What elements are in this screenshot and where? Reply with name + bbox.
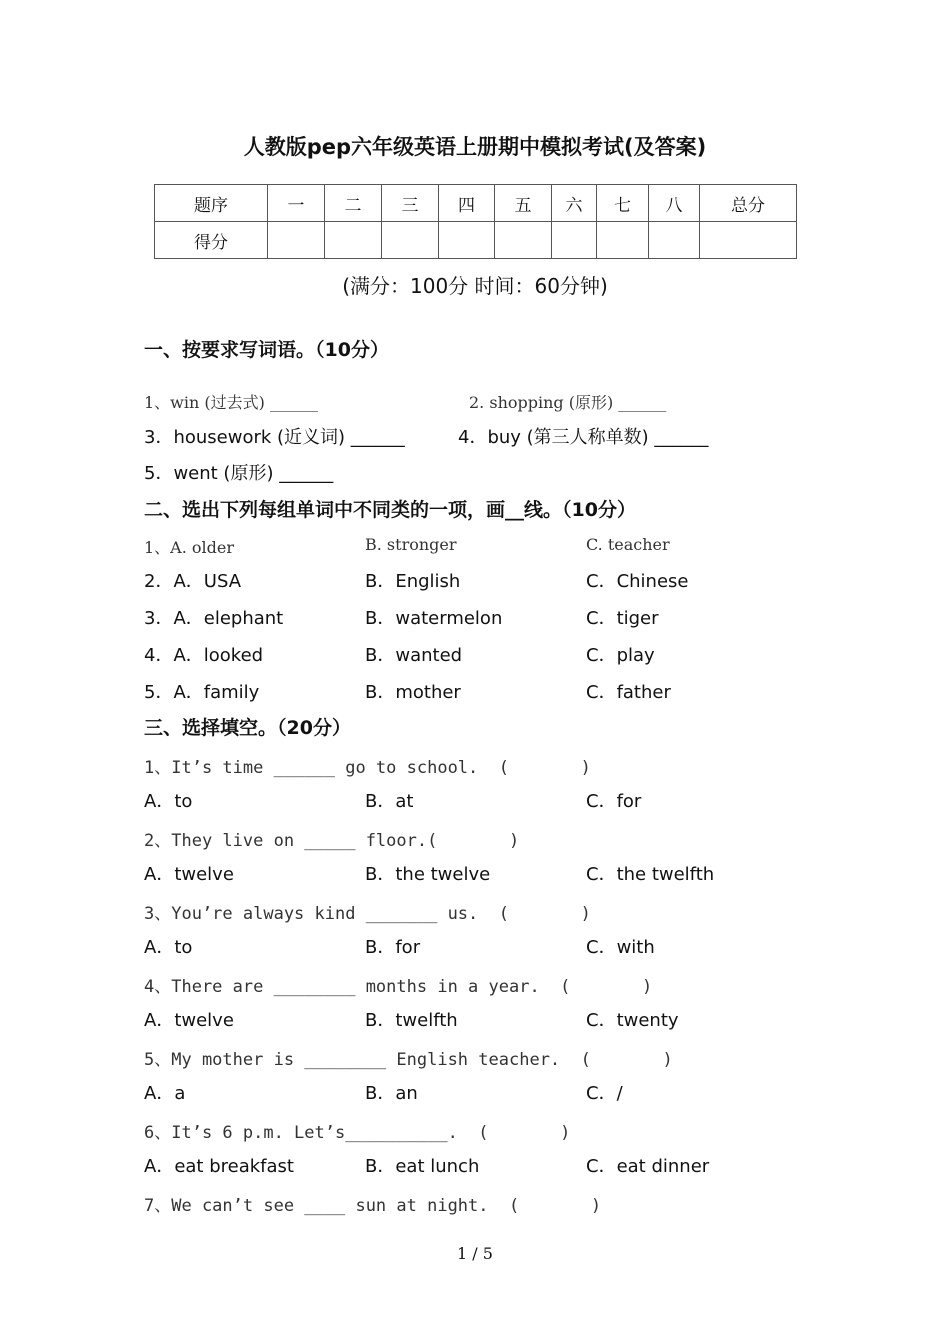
score-cell [597, 222, 649, 259]
section-1-item: 4．buy (第三人称单数) ______ [458, 427, 709, 448]
option-c: C．father [586, 682, 671, 703]
question-text: 1、It’s time ______ go to school. ( ) [144, 758, 591, 778]
option-a: 2．A．USA [144, 571, 242, 592]
option-a: 3．A．elephant [144, 608, 284, 629]
option-c: C．tiger [586, 608, 659, 629]
table-header-cell: 题序 [155, 185, 268, 222]
option-b: B．for [365, 937, 421, 958]
table-header-cell: 七 [597, 185, 649, 222]
option-c: C．with [586, 937, 655, 958]
question-text: 7、We can’t see ____ sun at night. ( ) [144, 1196, 602, 1216]
section-1-item: 5．went (原形) ______ [144, 463, 334, 484]
option-a: 5．A．family [144, 682, 260, 703]
table-header-cell: 总分 [700, 185, 797, 222]
table-header-cell: 八 [649, 185, 700, 222]
option-c: C．/ [586, 1083, 623, 1104]
score-cell [439, 222, 495, 259]
option-b: B．English [365, 571, 461, 592]
option-a: A．eat breakfast [144, 1156, 294, 1177]
score-table-header-row [155, 185, 797, 222]
question-text: 2、They live on _____ floor.( ) [144, 831, 520, 851]
score-table [154, 184, 797, 259]
section-1-item: 3．housework (近义词) ______ [144, 427, 405, 448]
table-header-cell: 五 [495, 185, 552, 222]
section-1-heading: 一、按要求写词语。（10分） [144, 339, 389, 361]
question-text: 6、It’s 6 p.m. Let’s__________. ( ) [144, 1123, 571, 1143]
table-header-cell: 四 [439, 185, 495, 222]
option-a: A．twelve [144, 1010, 234, 1031]
option-a: A．to [144, 791, 193, 812]
option-c: C．for [586, 791, 642, 812]
score-cell [700, 222, 797, 259]
option-c: C．eat dinner [586, 1156, 710, 1177]
option-c: C．twenty [586, 1010, 679, 1031]
option-b: B．wanted [365, 645, 463, 666]
score-cell [649, 222, 700, 259]
option-c: C．Chinese [586, 571, 689, 592]
option-b: B．twelfth [365, 1010, 458, 1031]
section-1-item: 2. shopping (原形) ______ [469, 393, 667, 412]
option-b: B．an [365, 1083, 418, 1104]
table-header-cell: 三 [382, 185, 439, 222]
option-b: B．watermelon [365, 608, 503, 629]
score-cell [552, 222, 597, 259]
option-c: C. teacher [586, 535, 670, 554]
option-a: 4．A．looked [144, 645, 264, 666]
table-header-cell: 六 [552, 185, 597, 222]
option-b: B. stronger [365, 535, 457, 554]
option-c: C．play [586, 645, 655, 666]
option-a: A．twelve [144, 864, 234, 885]
score-row-label: 得分 [155, 222, 268, 259]
table-header-cell: 二 [325, 185, 382, 222]
exam-info: (满分：100分 时间：60分钟) [342, 274, 608, 298]
question-text: 4、There are ________ months in a year. ( ) [144, 977, 653, 997]
option-b: B．at [365, 791, 414, 812]
score-table-score-row [155, 222, 797, 259]
score-cell [325, 222, 382, 259]
table-header-cell: 一 [268, 185, 325, 222]
option-b: B．eat lunch [365, 1156, 480, 1177]
page-number: 1 / 5 [457, 1244, 493, 1263]
score-cell [495, 222, 552, 259]
option-b: B．the twelve [365, 864, 491, 885]
section-3-heading: 三、选择填空。（20分） [144, 717, 351, 739]
question-text: 3、You’re always kind _______ us. ( ) [144, 904, 591, 924]
section-1-item: 1、win (过去式) ______ [144, 393, 318, 412]
section-2-heading: 二、选出下列每组单词中不同类的一项，画__线。（10分） [144, 499, 636, 521]
option-a: A．to [144, 937, 193, 958]
score-cell [382, 222, 439, 259]
option-a: 1、A. older [144, 538, 235, 557]
question-text: 5、My mother is ________ English teacher. ( ) [144, 1050, 673, 1070]
score-cell [268, 222, 325, 259]
document-title: 人教版pep六年级英语上册期中模拟考试(及答案) [243, 135, 707, 159]
option-a: A．a [144, 1083, 186, 1104]
option-c: C．the twelfth [586, 864, 715, 885]
option-b: B．mother [365, 682, 461, 703]
